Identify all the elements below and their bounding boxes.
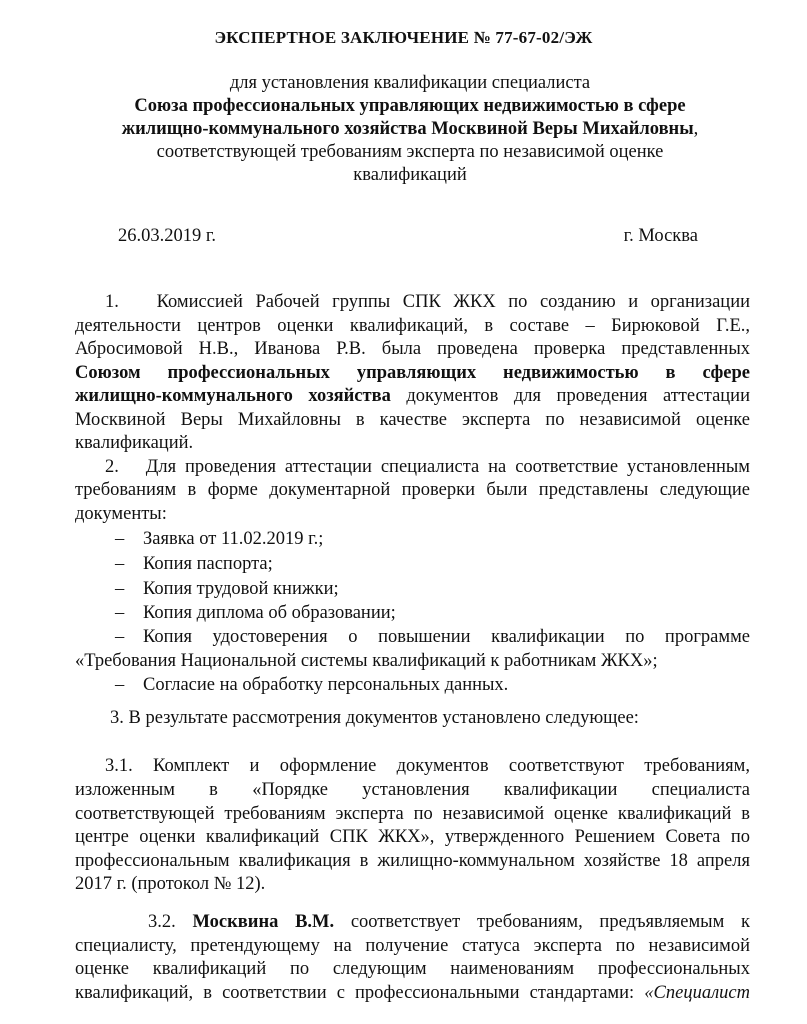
p31-line-2: изложенным в «Порядке установления квалификации специалиста bbox=[75, 780, 750, 800]
p31-line-6: 2017 г. (протокол № 12). bbox=[75, 874, 266, 894]
date-place-line bbox=[118, 226, 698, 247]
list-item bbox=[115, 578, 339, 602]
list-item-text: Согласие на обработку персональных данных. bbox=[143, 675, 509, 695]
p32-text-1: соответствует требованиям, предъявляемым к bbox=[334, 912, 751, 932]
list-item bbox=[115, 626, 750, 650]
p1-line-5 bbox=[75, 385, 750, 409]
p1-line-7: квалификаций. bbox=[75, 433, 194, 453]
list-item bbox=[115, 602, 396, 626]
p32-text-4: квалификаций, в соответствии с профессиональными стандартами: bbox=[75, 982, 645, 1003]
p31-line-5: профессиональным квалификация в жилищно-коммунальном хозяйстве 18 апреля bbox=[75, 850, 750, 871]
list-dash: – bbox=[115, 579, 125, 599]
p32-italic-quote: «Специалист bbox=[644, 982, 750, 1003]
list-item bbox=[115, 674, 508, 698]
p32-line-4 bbox=[75, 982, 750, 1006]
p32-line-1 bbox=[148, 911, 750, 935]
list-item bbox=[115, 528, 323, 552]
p1-line-3: Абросимовой Н.В., Иванова Р.В. была проведена проверка представленных bbox=[75, 339, 750, 359]
p2-number: 2. bbox=[105, 456, 119, 477]
list-item-text: Копия диплома об образовании; bbox=[143, 603, 396, 623]
header-line-5: квалификаций bbox=[353, 165, 467, 185]
p1-line-4: Союзом профессиональных управляющих недвижимостью в сфере bbox=[75, 362, 750, 383]
header-line-1: для установления квалификации специалиста bbox=[229, 73, 591, 93]
p1-text-5: документов для проведения аттестации bbox=[390, 386, 750, 406]
p1-text-1: Комиссией Рабочей группы СПК ЖКХ по созданию и организации bbox=[156, 292, 750, 312]
list-item-continuation: «Требования Национальной системы квалификаций к работникам ЖКХ»; bbox=[75, 651, 658, 671]
p2-line-3: документы: bbox=[75, 503, 167, 524]
header-line-3-tail: , bbox=[693, 119, 699, 139]
document-city: г. Москва bbox=[623, 226, 698, 246]
list-dash: – bbox=[115, 554, 125, 574]
p1-line-1 bbox=[75, 291, 750, 315]
list-dash: – bbox=[115, 529, 125, 549]
p31-line-3: соответствующей требованиям эксперта по независимой оценке квалификаций в bbox=[75, 803, 750, 824]
p32-line-2: специалисту, претендующему на получение статуса эксперта по независимой bbox=[75, 935, 750, 956]
p32-line-3: оценке квалификаций по следующим наименованиям профессиональных bbox=[75, 959, 750, 979]
specialist-name-bold: жилищно-коммунального хозяйства Москвиной Веры Михайловны bbox=[121, 119, 694, 139]
list-dash: – bbox=[115, 627, 125, 647]
p1-line-6: Москвиной Веры Михайловны в качестве эксперта по независимой оценке bbox=[75, 409, 750, 430]
p1-line-2: деятельности центров оценки квалификаций, в составе – Бирюковой Г.Е., bbox=[75, 315, 750, 336]
document-date: 26.03.2019 г. bbox=[118, 226, 217, 246]
list-dash: – bbox=[115, 603, 125, 623]
p2-text-1: Для проведения аттестации специалиста на соответствие установленным bbox=[145, 456, 751, 477]
p32-number: 3.2. bbox=[148, 912, 193, 932]
header-line-3 bbox=[60, 118, 760, 141]
p2-line-2: требованиям в форме документарной проверки были представлены следующие bbox=[75, 480, 750, 500]
p32-name-bold: Москвина В.М. bbox=[192, 912, 335, 932]
list-dash: – bbox=[115, 675, 125, 695]
list-item bbox=[115, 553, 273, 577]
header-line-2: Союза профессиональных управляющих недвижимостью в сфере bbox=[134, 96, 686, 116]
p1-number: 1. bbox=[105, 292, 119, 312]
p31-line-1: 3.1. Комплект и оформление документов соответствуют требованиям, bbox=[105, 756, 750, 776]
p31-line-4: центре оценки квалификаций СПК ЖКХ», утвержденного Решением Совета по bbox=[75, 827, 750, 847]
p2-line-1 bbox=[75, 456, 750, 480]
list-item-text: Копия трудовой книжки; bbox=[143, 579, 339, 599]
p1-org-name-bold: жилищно-коммунального хозяйства bbox=[75, 386, 391, 406]
document-title: ЭКСПЕРТНОЕ ЗАКЛЮЧЕНИЕ № 77-67-02/ЭЖ bbox=[214, 28, 593, 47]
list-item-text: Копия паспорта; bbox=[143, 554, 273, 574]
header-line-4: соответствующей требованиям эксперта по независимой оценке bbox=[156, 142, 664, 162]
p3-line: 3. В результате рассмотрения документов установлено следующее: bbox=[110, 708, 639, 728]
list-item-text: Копия удостоверения о повышении квалификации по программе bbox=[143, 627, 750, 647]
list-item-text: Заявка от 11.02.2019 г.; bbox=[143, 529, 324, 549]
